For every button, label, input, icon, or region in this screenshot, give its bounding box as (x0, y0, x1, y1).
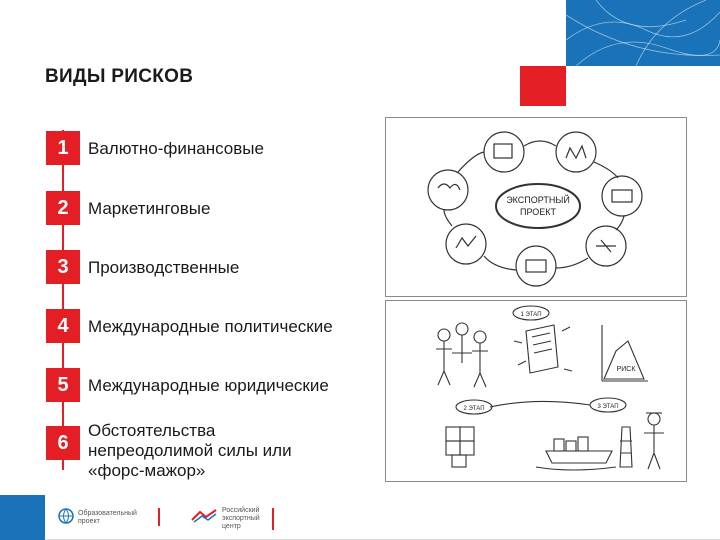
risk-number-6: 6 (46, 426, 80, 460)
footer-logo-2-line-1: Российский (222, 507, 260, 514)
slide-title: ВИДЫ РИСКОВ (45, 66, 194, 87)
stage-3-label: 3 ЭТАП (597, 404, 619, 410)
export-project-cycle-illustration (385, 117, 687, 297)
risk-label-4: Международные политические (88, 317, 333, 336)
risk-number-2: 2 (46, 191, 80, 225)
cycle-center-label-line-2: ПРОЕКТ (519, 207, 557, 217)
risk-label-6-line-2: непреодолимой силы или (88, 441, 292, 460)
header-blue-decoration (566, 0, 720, 66)
footer-logo-2-text (222, 507, 260, 531)
footer-logo-divider-2 (272, 508, 274, 530)
risk-label-6-line-3: «форс-мажор» (88, 461, 206, 480)
rec-logo-icon (190, 508, 218, 524)
stage-1-label: 1 ЭТАП (520, 312, 542, 318)
timeline-line (62, 130, 64, 470)
footer-logo-1-line-2: проект (78, 518, 100, 525)
footer-logo-2-line-2: экспортный (222, 515, 260, 522)
footer-logo-divider-1 (158, 508, 160, 526)
risk-label-6-line-1: Обстоятельства (88, 421, 216, 440)
risk-label-6 (88, 421, 292, 481)
stages-diagram (386, 301, 686, 481)
cycle-diagram (386, 118, 686, 296)
risk-number-5: 5 (46, 368, 80, 402)
risk-label-1: Валютно-финансовые (88, 139, 264, 158)
risk-chart-label: РИСК (616, 366, 636, 373)
risk-number-1: 1 (46, 131, 80, 165)
risk-label-2: Маркетинговые (88, 199, 211, 218)
stage-2-label: 2 ЭТАП (463, 406, 485, 412)
footer-logo-1-line-1: Образовательный (78, 510, 137, 517)
footer-blue-block (0, 495, 45, 540)
footer-logo-1-text (78, 510, 137, 526)
risk-number-4: 4 (46, 309, 80, 343)
header-red-square (520, 66, 566, 106)
risk-number-3: 3 (46, 250, 80, 284)
risk-label-3: Производственные (88, 258, 240, 277)
network-lines-decoration (566, 0, 720, 66)
footer-logo-2-line-3: центр (222, 523, 241, 530)
risk-label-5: Международные юридические (88, 376, 329, 395)
project-stages-illustration (385, 300, 687, 482)
globe-logo-icon (58, 508, 74, 524)
cycle-center-label-line-1: ЭКСПОРТНЫЙ (506, 195, 570, 205)
